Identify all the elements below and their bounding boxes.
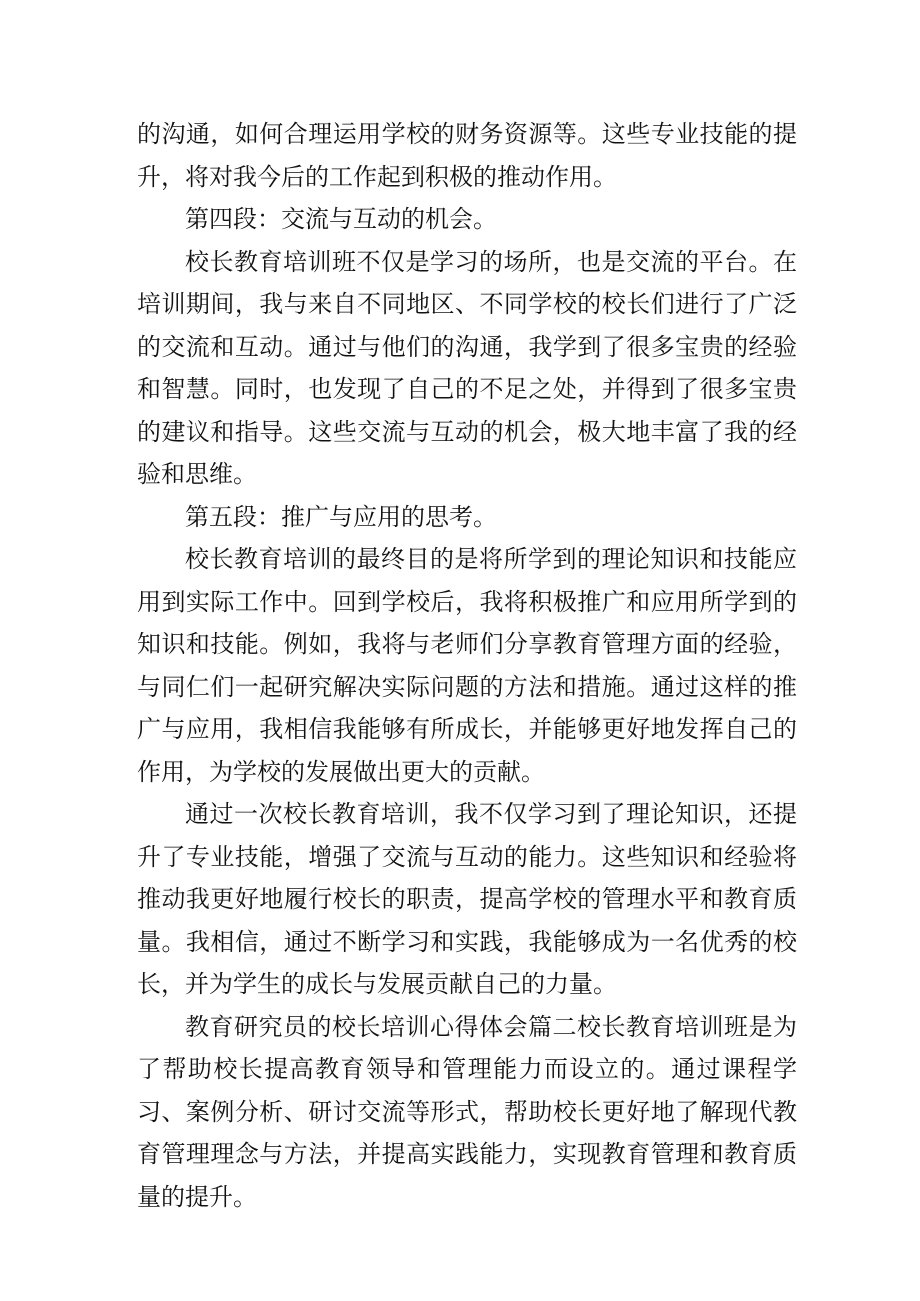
document-body (137, 113, 797, 1218)
section-heading-five: 第五段：推广与应用的思考。 (185, 502, 497, 531)
section-heading-four: 第四段：交流与互动的机会。 (185, 205, 497, 233)
paragraph-conclusion: 通过一次校长教育培训，我不仅学习到了理论知识，还提升了专业技能，增强了交流与互动的能力。这些知识和经验将推动我更好地履行校长的职责，提高学校的管理水平和教育质量。我相信，通过不断学习和实践，我能够成为一名优秀的校长，并为学生的成长与发展贡献自己的力量。 (137, 800, 797, 998)
paragraph-communication: 校长教育培训班不仅是学习的场所，也是交流的平台。在培训期间，我与来自不同地区、不同学校的校长们进行了广泛的交流和互动。通过与他们的沟通，我学到了很多宝贵的经验和智慧。同时，也发现了自己的不足之处，并得到了很多宝贵的建议和指导。这些交流与互动的机会，极大地丰富了我的经验和思维。 (137, 247, 797, 488)
paragraph-application: 校长教育培训的最终目的是将所学到的理论知识和技能应用到实际工作中。回到学校后，我将积极推广和应用所学到的知识和技能。例如，我将与老师们分享教育管理方面的经验，与同仁们一起研究解决实际问题的方法和措施。通过这样的推广与应用，我相信我能够有所成长，并能够更好地发挥自己的作用，为学校的发展做出更大的贡献。 (137, 545, 797, 786)
paragraph-part-two: 教育研究员的校长培训心得体会篇二校长教育培训班是为了帮助校长提高教育领导和管理能力而设立的。通过课程学习、案例分析、研讨交流等形式，帮助校长更好地了解现代教育管理理念与方法，并提高实践能力，实现教育管理和教育质量的提升。 (137, 1012, 797, 1211)
paragraph-continuation: 的沟通，如何合理运用学校的财务资源等。这些专业技能的提升，将对我今后的工作起到积极的推动作用。 (137, 120, 797, 191)
